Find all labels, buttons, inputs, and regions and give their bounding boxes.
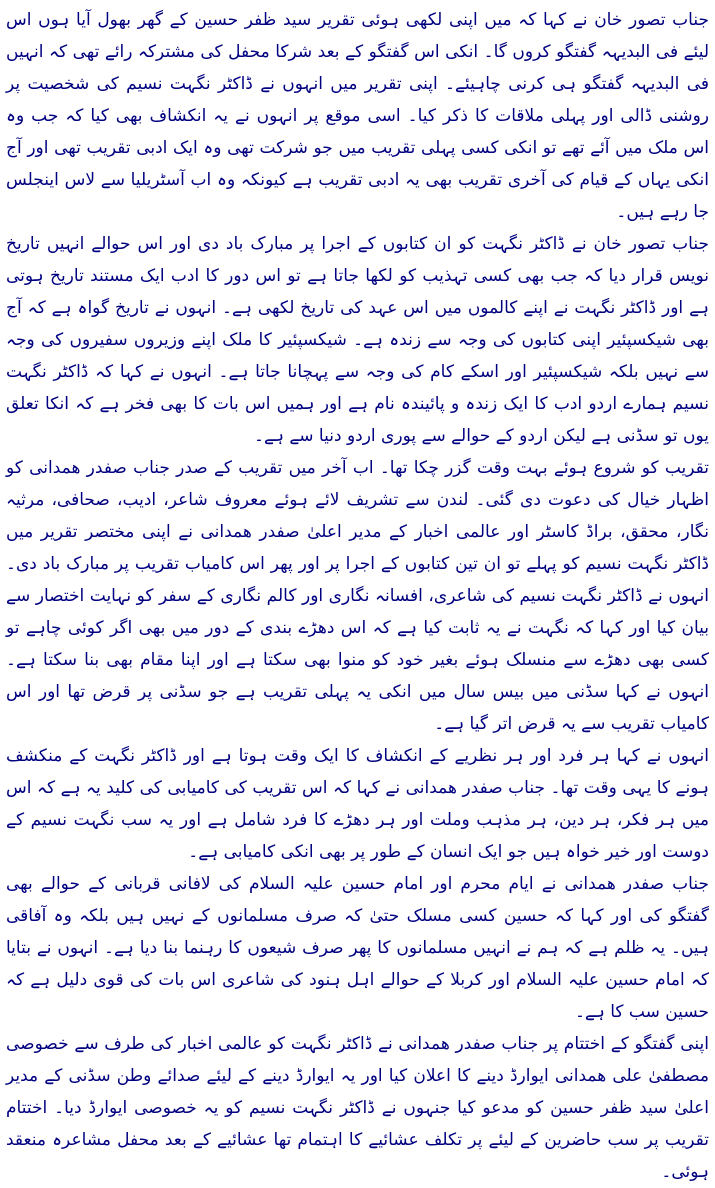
paragraph-4: انہوں نے کہا ہر فرد اور ہر نظریے کے انکشاف کا ایک وقت ہوتا ہے اور ڈاکٹر نگہت کے منکشف ہونے کا یہی وقت تھا۔ جناب صفدر ھمدانی نے کہا کہ اس تقریب کی کامیابی کی کلید یہ ہے کہ اس میں ہر فکر، ہر دین، ہر مذہب وملت اور ہر دھڑے کا فرد شامل ہے اور یہ سب نگہت نسیم کے دوست اور خیر خواہ ہیں جو ایک انسان کے طور پر بھی انکی کامیابی ہے۔: [6, 746, 709, 862]
article-body: [6, 4, 709, 1182]
paragraph-1: جناب تصور خان نے کہا کہ میں اپنی لکھی ہوئی تقریر سید ظفر حسین کے گھر بھول آیا ہوں اس لیئے فی البدیہہ گفتگو کروں گا۔ انکی اس گفتگو کے بعد شرکا محفل کی مشترکہ رائے تھی کہ انہیں فی البدیہہ گفتگو ہی کرنی چاہیئے۔ اپنی تقریر میں انہوں نے ڈاکٹر نگہت نسیم کی شخصیت پر روشنی ڈالی اور پہلی ملاقات کا ذکر کیا۔ اسی موقع پر انہوں نے یہ انکشاف بھی کیا کہ جب وہ اس ملک میں آئے تھے تو انکی کسی پہلی تقریب میں جو شرکت تھی وہ ایک ادبی تقریب تھی اور آج انکی یہاں کے قیام کی آخری تقریب بھی یہ ادبی تقریب ہے کیونکہ وہ اب آسٹریلیا سے لاس اینجلس جا رہے ہیں۔: [6, 10, 709, 222]
paragraph-3: تقریب کو شروع ہوئے بہت وقت گزر چکا تھا۔ اب آخر میں تقریب کے صدر جناب صفدر ھمدانی کو اظہار خیال کی دعوت دی گئی۔ لندن سے تشریف لائے ہوئے معروف شاعر، ادیب، صحافی، مرثیہ نگار، محقق، براڈ کاسٹر اور عالمی اخبار کے مدیر اعلیٰ صفدر ھمدانی نے اپنی مختصر تقریر میں ڈاکٹر نگہت نسیم کو پہلے تو ان تین کتابوں کے اجرا پر اور پھر اس کامیاب تقریب پر مبارک باد دی۔ انہوں نے ڈاکٹر نگہت نسیم کی شاعری، افسانہ نگاری اور کالم نگاری کے سفر کو نہایت اختصار سے بیان کیا اور کہا کہ نگہت نے یہ ثابت کیا ہے کہ اس دھڑے بندی کے دور میں بھی اگر کوئی چاہے تو کسی بھی دھڑے سے منسلک ہوئے بغیر خود کو منوا بھی سکتا ہے اور اپنا مقام بھی بنا سکتا ہے۔ انہوں نے کہا سڈنی میں بیس سال میں انکی یہ پہلی تقریب ہے جو سڈنی پر قرض تھا اور اس کامیاب تقریب سے یہ قرض اتر گیا ہے۔: [6, 458, 709, 734]
paragraph-6: اپنی گفتگو کے اختتام پر جناب صفدر ھمدانی نے ڈاکٹر نگہت کو عالمی اخبار کی طرف سے خصوصی مصطفیٰ علی ھمدانی ایوارڈ دینے کا اعلان کیا اور یہ ایوارڈ دینے کے لیئے صدائے وطن سڈنی کے مدیر اعلیٰ سید ظفر حسین کو مدعو کیا جنہوں نے ڈاکٹر نگہت نسیم کو یہ خصوصی ایوارڈ دیا۔ اختتام تقریب پر سب حاضرین کے لیئے پر تکلف عشائیے کا اہتمام تھا عشائیے کے بعد محفل مشاعرہ منعقد ہوئی۔: [6, 1034, 709, 1182]
paragraph-5: جناب صفدر ھمدانی نے ایام محرم اور امام حسین علیہ السلام کی لافانی قربانی کے حوالے بھی گفتگو کی اور کہا کہ حسین کسی مسلک حتیٰ کہ صرف مسلمانوں کے نہیں ہیں بلکہ وہ آفاقی ہیں۔ یہ ظلم ہے کہ ہم نے انہیں مسلمانوں کا پھر صرف شیعوں کا رہنما بنا دیا ہے۔ انہوں نے بتایا کہ امام حسین علیہ السلام اور کربلا کے حوالے اہل ہنود کی شاعری اس بات کی قوی دلیل ہے کہ حسین سب کا ہے۔: [6, 874, 709, 1022]
paragraph-2: جناب تصور خان نے ڈاکٹر نگہت کو ان کتابوں کے اجرا پر مبارک باد دی اور اس حوالے انہیں تاریخ نویس قرار دیا کہ جب بھی کسی تہذیب کو لکھا جاتا ہے تو اس دور کا ادب ایک مستند تاریخ ہوتی ہے اور ڈاکٹر نگہت نے اپنے کالموں میں اس عہد کی تاریخ لکھی ہے۔ انہوں نے تاریخ گواہ ہے کہ آج بھی شیکسپئیر اپنی کتابوں کی وجہ سے زندہ ہے۔ شیکسپئیر کا ملک اپنے وزیروں سفیروں کی وجہ سے نہیں بلکہ شیکسپئیر اور اسکے کام کی وجہ سے پہچانا جاتا ہے۔ انہوں نے کہا کہ ڈاکٹر نگہت نسیم ہمارے اردو ادب کا ایک زندہ و پائیندہ نام ہے اور ہمیں اس بات کا بھی فخر ہے کہ انکا تعلق یوں تو سڈنی ہے لیکن اردو کے حوالے سے پوری اردو دنیا سے ہے۔: [6, 234, 709, 446]
